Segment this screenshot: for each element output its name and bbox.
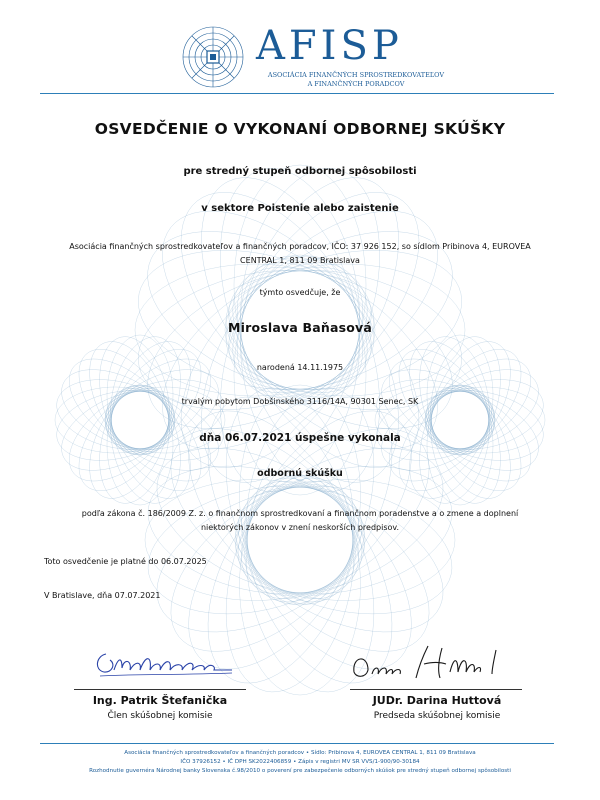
sector-line: v sektore Poistenie alebo zaistenie — [201, 203, 399, 214]
logo-subtitle-line-1: ASOCIÁCIA FINANČNÝCH SPROSTREDKOVATEĽOV — [267, 71, 445, 79]
certificate-title: OSVEDČENIE O VYKONANÍ ODBORNEJ SKÚŠKY — [94, 120, 506, 138]
law-reference — [60, 507, 540, 535]
signature-line-right — [350, 689, 522, 690]
signature-huttova — [346, 642, 522, 688]
footer-nbs-decision: Rozhodnutie guvernéra Národnej banky Slovenska č.98/2010 o poverení pre zabezpečenie odborných skúšok pre stredný stupeň odbornej spôsobilosti — [89, 768, 511, 774]
law-line-2: niektorých zákonov v znení neskorších predpisov. — [200, 523, 400, 532]
logo-subtitle — [256, 71, 456, 89]
footer-address: Asociácia finančných sprostredkovateľov a finančných poradcov • Sídlo: Pribinova 4, EUROVEA CENTRAL 1, 811 09 Bratislava — [124, 750, 476, 756]
signature-stefanicka — [92, 640, 242, 682]
signatory-role: Predseda skúšobnej komisie — [373, 711, 501, 721]
place-and-date: V Bratislave, dňa 07.07.2021 — [44, 591, 161, 600]
validity-text: Toto osvedčenie je platné do 06.07.2025 — [44, 557, 207, 566]
guilloche-loop — [204, 238, 478, 461]
signatory-name: JUDr. Darina Huttová — [372, 694, 502, 707]
guilloche-loop — [204, 199, 478, 422]
birth-date: narodená 14.11.1975 — [256, 363, 344, 372]
signature-line-left — [74, 689, 246, 690]
footer-registration: IČO 37926152 • IČ DPH SK2022406859 • Zápis v registri MV SR VVS/1-900/90-30184 — [180, 759, 420, 765]
issuer-line-2: CENTRAL 1, 811 09 Bratislava — [240, 256, 360, 265]
exam-passed-date: dňa 06.07.2021 úspešne vykonala — [199, 432, 401, 444]
signatory-role: Člen skúšobnej komisie — [107, 711, 213, 721]
header-divider — [40, 93, 554, 94]
signatory-name: Ing. Patrik Štefanička — [92, 694, 228, 707]
footer-divider — [40, 743, 554, 744]
competence-level: pre stredný stupeň odbornej spôsobilosti — [183, 166, 417, 177]
law-line-1: podľa zákona č. 186/2009 Z. z. o finančnom sprostredkovaní a finančnom poradenstve a o zmene a doplnení — [81, 509, 519, 518]
exam-type: odbornú skúšku — [257, 468, 343, 479]
residence-address: trvalým pobytom Dobšinského 3116/14A, 90301 Senec, SK — [181, 397, 419, 406]
logo-wordmark: AFISP — [256, 23, 403, 69]
logo-subtitle-line-2: A FINANČNÝCH PORADCOV — [307, 80, 405, 88]
guilloche-loop — [123, 238, 397, 461]
guilloche-loop — [123, 199, 397, 422]
holder-name: Miroslava Baňasová — [227, 320, 373, 335]
issuer-line-1: Asociácia finančných sprostredkovateľov a finančných poradcov, IČO: 37 926 152, so sídlom Pribinova 4, EUROVEA — [69, 242, 531, 251]
afisp-emblem-icon — [180, 24, 246, 90]
issuer-statement — [48, 240, 552, 268]
certifies-text: týmto osvedčuje, že — [259, 288, 341, 297]
